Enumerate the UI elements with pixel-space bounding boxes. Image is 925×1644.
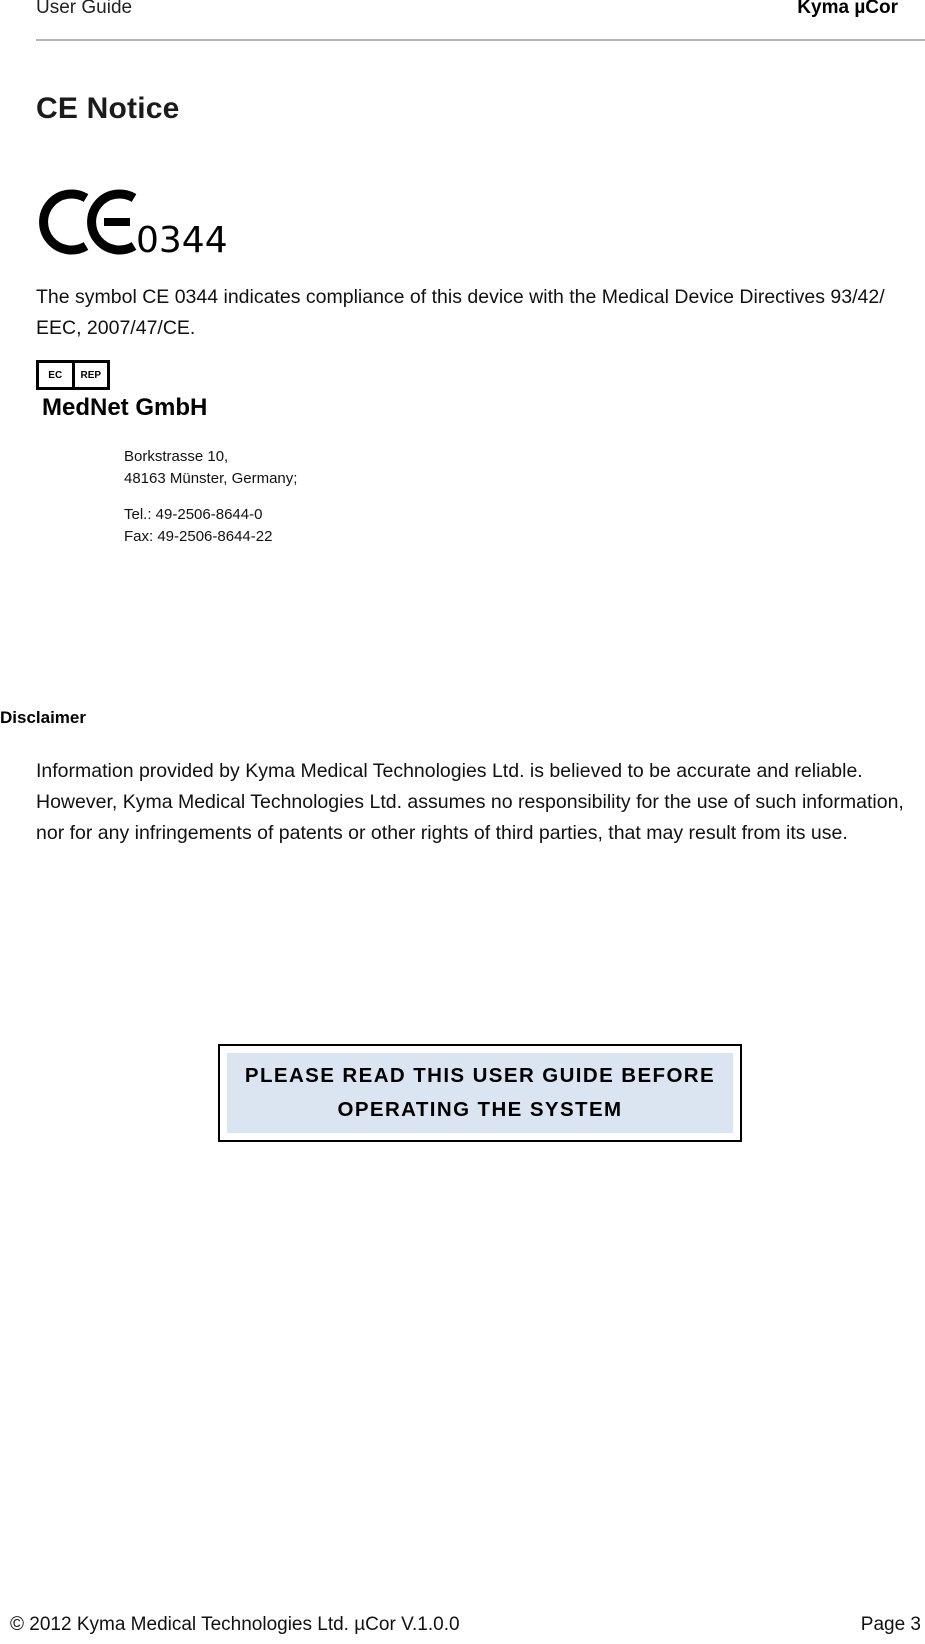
disclaimer-text: Information provided by Kyma Medical Technologies Ltd. is believed to be accurate and reliable. However, Kyma Medical Technologies Ltd. assumes no responsibility for the use of such information, nor for any infringements of patents or other rights of third parties, that may result from its use. [36,760,904,844]
representative-company: MedNet GmbH [42,394,208,421]
ec-label: EC [39,363,75,387]
tel-number: Tel.: 49-2506-8644-0 [124,506,263,523]
notice-line-1: PLEASE READ THIS USER GUIDE BEFORE [244,1064,716,1087]
footer-copyright: © 2012 Kyma Medical Technologies Ltd. µCor V.1.0.0 [10,1614,460,1635]
ec-rep-symbol [36,360,110,390]
read-guide-notice [227,1053,733,1133]
notice-line-2: OPERATING THE SYSTEM [337,1098,623,1121]
header-doc-title: User Guide [36,0,133,18]
address-line-2: 48163 Münster, Germany; [124,470,298,487]
representative-contact [124,504,272,548]
ce-notice-heading: CE Notice [36,92,180,125]
page-header [36,0,925,41]
ce-description: The symbol CE 0344 indicates compliance of this device with the Medical Device Directives 93/42/ EEC, 2007/47/CE. [36,286,885,339]
footer-page-number: Page 3 [860,1614,921,1635]
rep-label: REP [80,369,102,381]
representative-address [124,446,297,490]
fax-number: Fax: 49-2506-8644-22 [124,528,273,545]
ce-mark-icon [38,186,228,266]
ce-mark-number: 0344 [136,220,228,261]
header-product-name: Kyma µCor [797,0,898,18]
address-line-1: Borkstrasse 10, [124,448,229,465]
disclaimer-heading: Disclaimer [0,708,86,727]
read-guide-notice-box [218,1044,742,1142]
